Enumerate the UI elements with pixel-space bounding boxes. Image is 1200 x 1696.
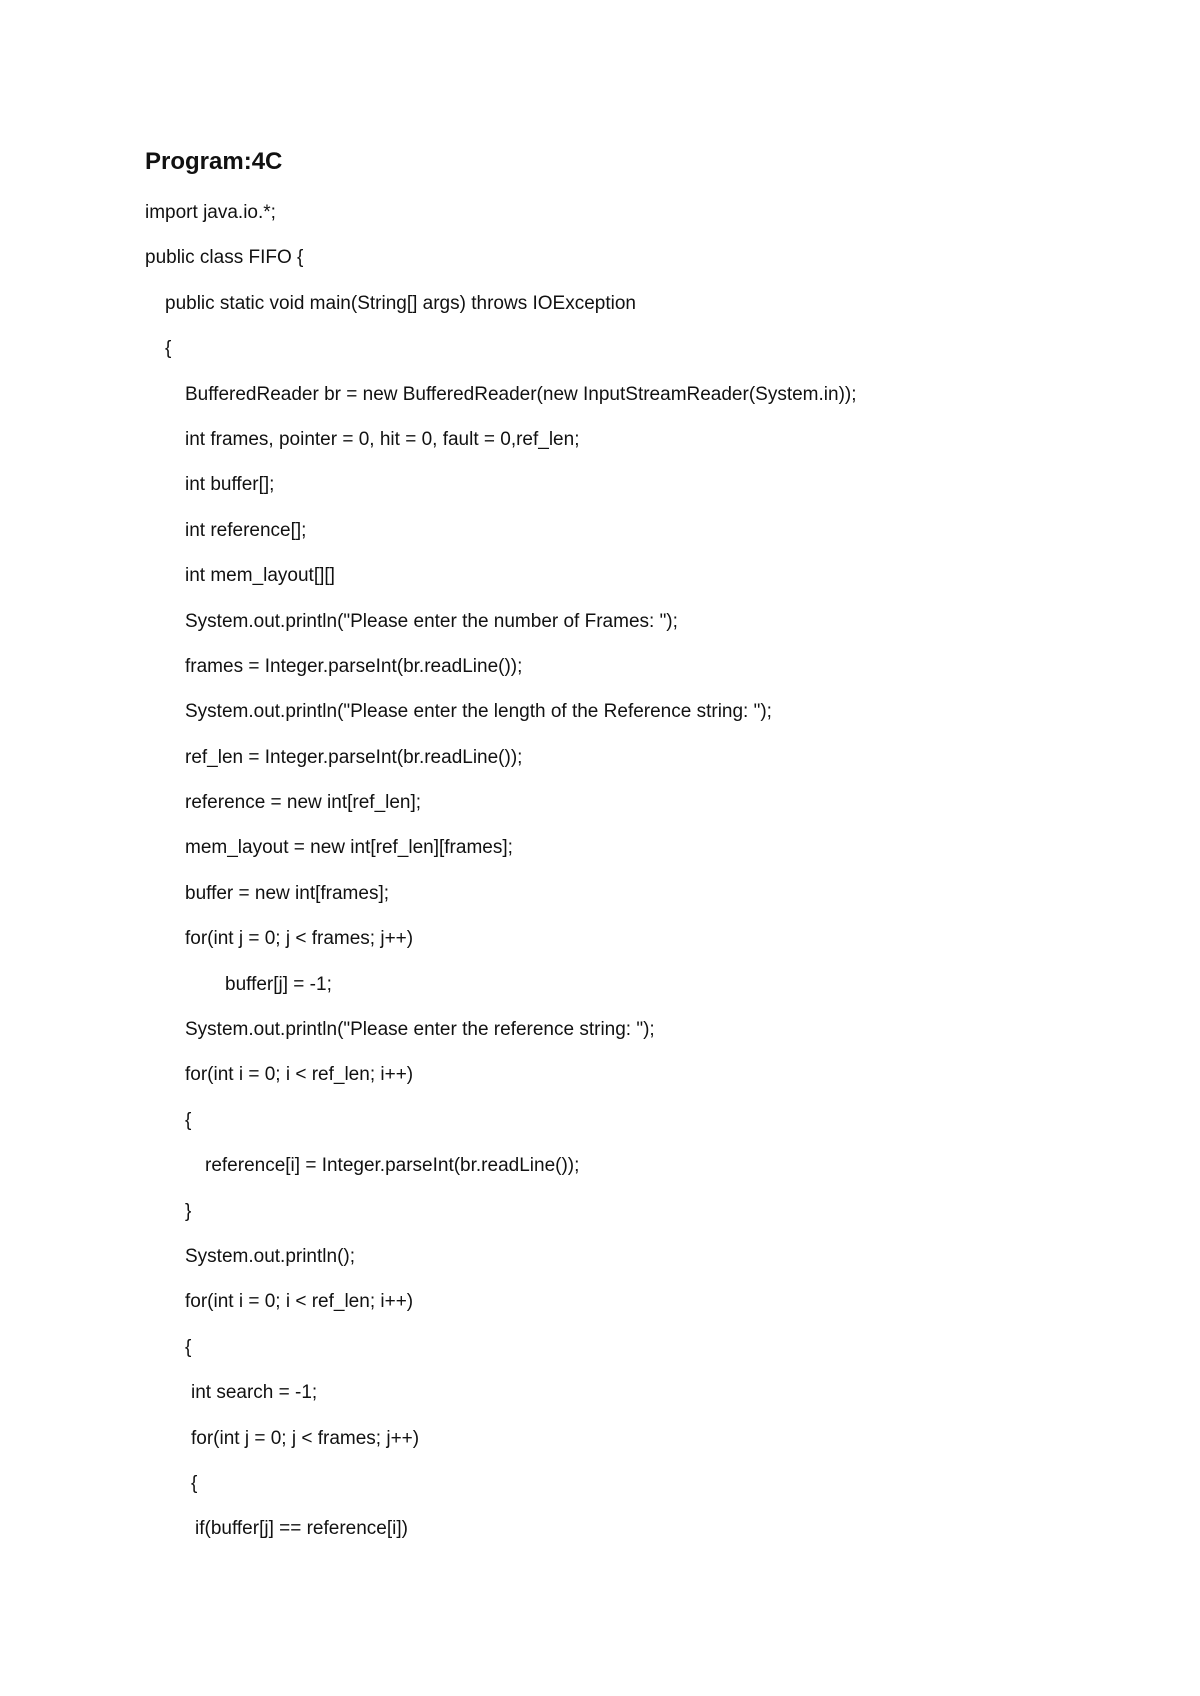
code-line: reference[i] = Integer.parseInt(br.readLine()); [205,1155,580,1177]
code-line: int mem_layout[][] [185,565,335,587]
code-line: ref_len = Integer.parseInt(br.readLine()); [185,746,523,768]
code-line: int search = -1; [191,1382,318,1404]
code-line: int reference[]; [185,519,307,541]
code-listing [145,200,857,1562]
code-line: mem_layout = new int[ref_len][frames]; [185,837,513,859]
code-line: for(int i = 0; i < ref_len; i++) [185,1291,414,1313]
code-line: { [165,338,172,360]
code-line: { [185,1336,192,1358]
code-line: public class FIFO { [145,247,304,269]
program-title: Program:4C [145,148,283,175]
code-line: frames = Integer.parseInt(br.readLine()); [185,655,523,677]
code-line: { [191,1472,198,1494]
code-line: System.out.println("Please enter the reference string: "); [185,1019,655,1041]
code-line: buffer = new int[frames]; [185,882,389,904]
code-line: for(int i = 0; i < ref_len; i++) [185,1064,414,1086]
code-line: buffer[j] = -1; [225,973,332,995]
code-line: if(buffer[j] == reference[i]) [195,1518,408,1540]
code-line: for(int j = 0; j < frames; j++) [191,1427,420,1449]
code-line: import java.io.*; [145,202,276,223]
code-line: { [185,1109,192,1131]
code-line: System.out.println("Please enter the number of Frames: "); [185,610,678,632]
code-line: public static void main(String[] args) throws IOException [165,292,636,314]
code-line: System.out.println("Please enter the length of the Reference string: "); [185,701,772,723]
code-line: reference = new int[ref_len]; [185,792,422,814]
code-line: for(int j = 0; j < frames; j++) [185,928,414,950]
code-line: System.out.println(); [185,1245,355,1267]
code-line: int frames, pointer = 0, hit = 0, fault = 0,ref_len; [185,428,580,450]
code-line: BufferedReader br = new BufferedReader(new InputStreamReader(System.in)); [185,383,857,405]
code-line: } [185,1200,192,1222]
code-line: int buffer[]; [185,474,275,496]
